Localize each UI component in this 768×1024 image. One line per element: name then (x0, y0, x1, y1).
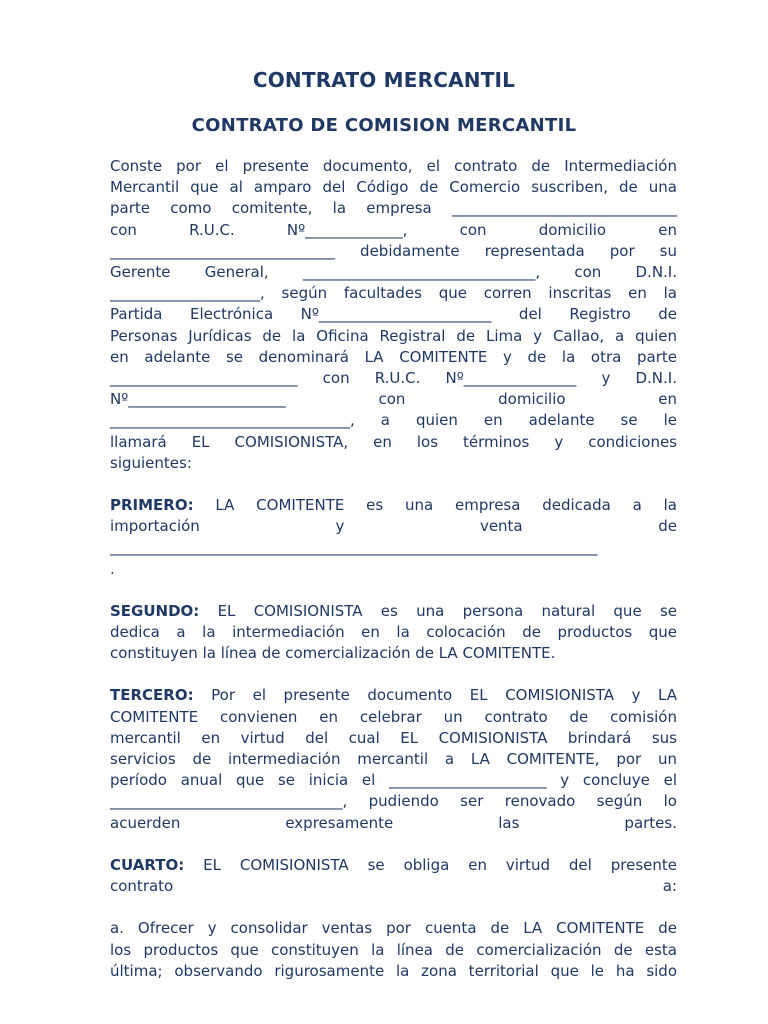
intro-line: siguientes: (110, 453, 192, 472)
clause-segundo (110, 601, 677, 665)
clause-line: dedica a la intermediación en la colocación de productos que (110, 623, 677, 642)
clause-line: constituyen la línea de comercialización de LA COMITENTE. (110, 644, 556, 663)
clause-text: Por el presente documento EL COMISIONISTA y LA (193, 686, 677, 705)
clause-label: SEGUNDO: (110, 601, 200, 620)
intro-line: ______________________________ debidamente representada por su (110, 241, 677, 260)
item-line: a. Ofrecer y consolidar ventas por cuenta de LA COMITENTE de (110, 919, 677, 938)
intro-line: ____________________, según facultades que corren inscritas en la (110, 284, 677, 303)
intro-line: Partida Electrónica Nº_______________________ del Registro de (110, 305, 677, 324)
clause-line (110, 601, 677, 622)
intro-line: en adelante se denominará LA COMITENTE y de la otra parte (110, 347, 677, 366)
clause-line: importación y venta de (110, 517, 677, 536)
clause-line: contrato a: (110, 877, 677, 896)
clause-text: LA COMITENTE es una empresa dedicada a la (193, 496, 677, 515)
clause-text: EL COMISIONISTA se obliga en virtud del presente (184, 855, 677, 874)
clause-line: _______________________________, pudiendo ser renovado según lo (110, 792, 677, 811)
clause-line (110, 855, 677, 876)
item-line: los productos que constituyen la línea de comercialización de esta (110, 940, 677, 959)
clause-label: PRIMERO: (110, 496, 194, 515)
clause-primero (110, 495, 677, 580)
clause-line: . (110, 559, 115, 578)
list-item-a (110, 918, 677, 982)
clause-label: CUARTO: (110, 855, 185, 874)
intro-line: Gerente General, _______________________________, con D.N.I. (110, 263, 677, 282)
item-line: última; observando rigurosamente la zona territorial que le ha sido (110, 961, 677, 980)
intro-paragraph (110, 156, 677, 474)
intro-line: Nº_____________________ con domicilio en (110, 390, 677, 409)
clause-line: acuerden expresamente las partes. (110, 813, 677, 832)
intro-line: parte como comitente, la empresa ______________________________ (110, 199, 677, 218)
clause-line: mercantil en virtud del cual EL COMISIONISTA brindará sus (110, 728, 677, 747)
clause-line: COMITENTE convienen en celebrar un contrato de comisión (110, 707, 677, 726)
contract-body (110, 156, 677, 982)
clause-text: EL COMISIONISTA es una persona natural que se (199, 601, 677, 620)
clause-cuarto (110, 855, 677, 897)
intro-line: llamará EL COMISIONISTA, en los términos y condiciones (110, 432, 677, 451)
intro-line: con R.U.C. Nº_____________, con domicilio en (110, 220, 677, 239)
clause-line: servicios de intermediación mercantil a LA COMITENTE, por un (110, 750, 677, 769)
clause-line: período anual que se inicia el _____________________ y concluye el (110, 771, 677, 790)
clause-line (110, 685, 677, 706)
intro-line: Personas Jurídicas de la Oficina Registral de Lima y Callao, a quien (110, 326, 677, 345)
intro-line: _________________________ con R.U.C. Nº_______________ y D.N.I. (110, 369, 677, 388)
clause-line (110, 495, 677, 516)
clause-tercero (110, 685, 677, 833)
document-title: CONTRATO MERCANTIL (252, 68, 516, 92)
intro-line: ________________________________, a quien en adelante se le (110, 411, 677, 430)
intro-line: Mercantil que al amparo del Código de Comercio suscriben, de una (110, 178, 677, 197)
intro-line: Conste por el presente documento, el contrato de Intermediación (110, 157, 677, 175)
clause-line: _________________________________________________________________ (110, 538, 598, 557)
clause-label: TERCERO: (110, 686, 194, 705)
document-subtitle: CONTRATO DE COMISION MERCANTIL (191, 115, 577, 136)
